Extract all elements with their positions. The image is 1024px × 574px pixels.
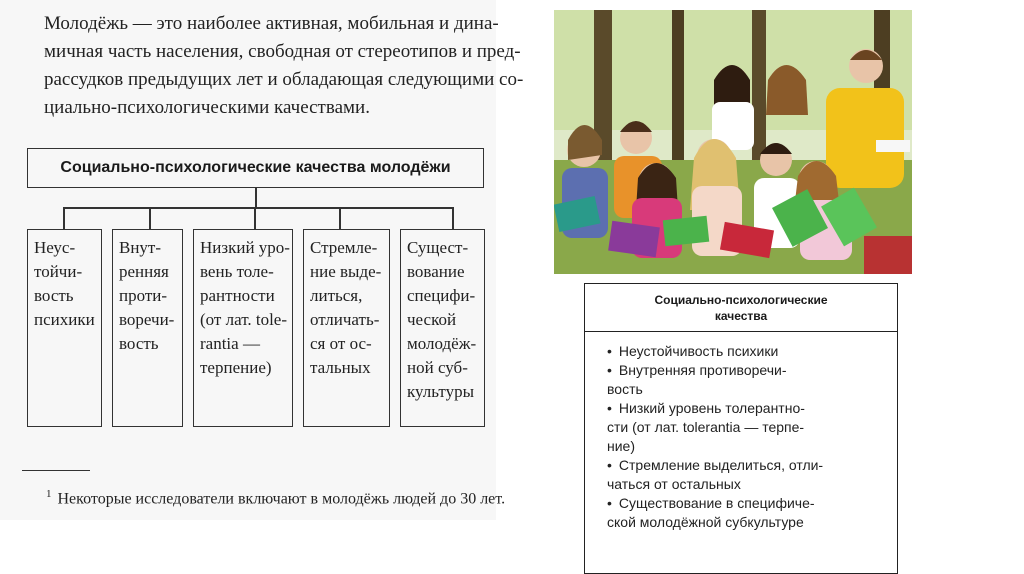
list-item: • Внутренняя противоречи- — [607, 361, 885, 380]
quality-line: вость — [34, 286, 74, 305]
quality-line: ся от ос- — [310, 334, 372, 353]
quality-box-contradiction — [112, 229, 183, 427]
list-item-continuation: вость — [607, 381, 643, 397]
diagram-connector — [63, 207, 65, 229]
diagram-title-box: Социально-психологические качества молодёжи — [27, 148, 484, 188]
diagram-connector — [149, 207, 151, 229]
qualities-table-title — [585, 284, 897, 332]
intro-line: рассудков предыдущих лет и обладающая следующими со- — [44, 69, 524, 90]
footnote-rule — [22, 470, 90, 471]
quality-line: (от лат. tole- — [200, 310, 288, 329]
students-photo — [554, 10, 912, 274]
quality-box-distinction — [303, 229, 390, 427]
list-item-continuation: ние) — [607, 438, 635, 454]
quality-line: Неус- — [34, 238, 76, 257]
list-item: • Стремление выделиться, отли- — [607, 456, 885, 475]
quality-box-subculture — [400, 229, 485, 427]
quality-line: вование — [407, 262, 465, 281]
diagram-connector — [63, 207, 453, 209]
quality-line: ренняя — [119, 262, 169, 281]
intro-paragraph — [44, 10, 524, 122]
quality-box-instability — [27, 229, 102, 427]
list-item: • Существование в специфиче- — [607, 494, 885, 513]
quality-line: Сущест- — [407, 238, 469, 257]
quality-line: воречи- — [119, 310, 175, 329]
list-item-continuation: чаться от остальных — [607, 476, 741, 492]
list-item: • Неустойчивость психики — [607, 342, 885, 361]
quality-line: литься, — [310, 286, 363, 305]
students-reading-photo-icon — [554, 10, 912, 274]
qualities-table — [584, 283, 898, 574]
quality-line: вень толе- — [200, 262, 274, 281]
diagram-connector — [452, 207, 454, 229]
intro-line: циально-психологическими качествами. — [44, 97, 370, 118]
list-item-continuation: ской молодёжной субкультуре — [607, 514, 804, 530]
quality-line: ной суб- — [407, 358, 468, 377]
quality-line: рантности — [200, 286, 275, 305]
quality-line: специфи- — [407, 286, 476, 305]
quality-line: Низкий уро- — [200, 238, 290, 257]
quality-line: rantia — — [200, 334, 260, 353]
diagram-connector — [255, 188, 257, 208]
quality-line: проти- — [119, 286, 168, 305]
quality-box-tolerance — [193, 229, 293, 427]
quality-line: вость — [119, 334, 159, 353]
footnote-number: 1 — [46, 488, 52, 500]
qualities-list — [585, 332, 897, 532]
quality-line: Внут- — [119, 238, 162, 257]
title-line: качества — [714, 308, 768, 323]
footnote — [46, 488, 505, 508]
intro-line: Молодёжь — это наиболее активная, мобильная и дина- — [44, 13, 499, 34]
quality-line: культуры — [407, 382, 474, 401]
diagram-connector — [339, 207, 341, 229]
quality-line: отличать- — [310, 310, 380, 329]
title-line: Социально-психологические — [654, 292, 828, 307]
footnote-text: Некоторые исследователи включают в молодёжь людей до 30 лет. — [57, 490, 506, 508]
quality-line: тойчи- — [34, 262, 83, 281]
quality-line: ние выде- — [310, 262, 382, 281]
quality-line: ческой — [407, 310, 457, 329]
intro-line: мичная часть населения, свободная от стереотипов и пред- — [44, 41, 521, 62]
list-item: • Низкий уровень толерантно- — [607, 399, 885, 418]
list-item-continuation: сти (от лат. tolerantia — терпе- — [607, 419, 805, 435]
quality-line: терпение) — [200, 358, 272, 377]
quality-line: психики — [34, 310, 95, 329]
quality-line: Стремле- — [310, 238, 378, 257]
quality-line: молодёж- — [407, 334, 477, 353]
quality-line: тальных — [310, 358, 371, 377]
diagram-connector — [254, 207, 256, 229]
textbook-scan — [0, 0, 524, 520]
